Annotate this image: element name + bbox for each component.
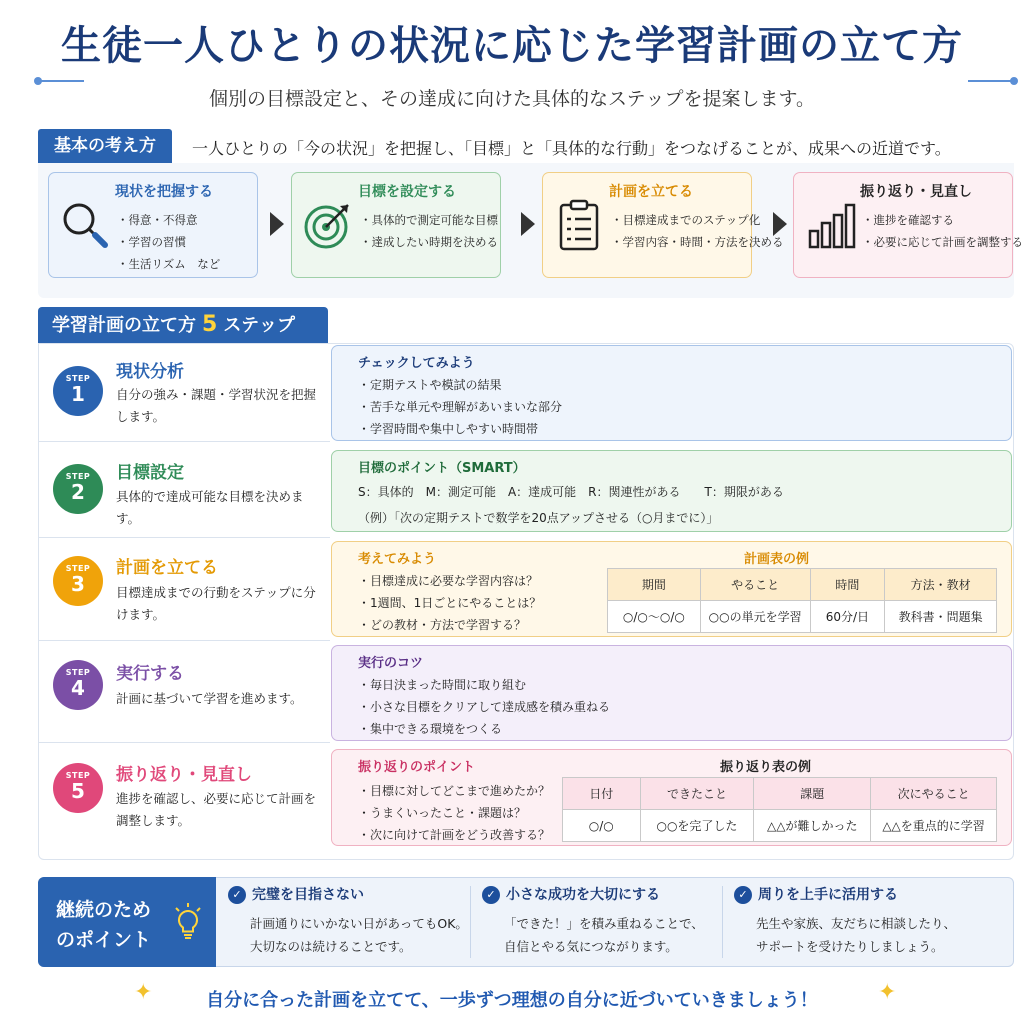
table-header-cell: できたこと (640, 778, 754, 810)
continuation-point-line: 先生や家族、友だちに相談したり、 (756, 916, 957, 931)
step-description: 目標達成までの行動をステップに分けます。 (116, 585, 316, 622)
list-item: ・ 集中できる環境をつくる (358, 718, 610, 740)
step-title: 計画を立てる (116, 558, 218, 578)
table-header-cell: 時間 (810, 569, 885, 601)
smart-definition: S：具体的 M：測定可能 A：達成可能 R：関連性がある T：期限がある (358, 485, 784, 499)
flow-card-make-plan (542, 172, 784, 278)
table-header-cell: 期間 (608, 569, 701, 601)
table-header-cell: 日付 (563, 778, 641, 810)
flow-arrow-icon (521, 212, 535, 236)
review-table (562, 777, 997, 842)
flow-card-title: 現状を把握する (115, 184, 213, 200)
continuation-label-line: のポイント (56, 929, 152, 951)
table-header-row (563, 778, 997, 810)
step-number: 5 (71, 779, 85, 803)
continuation-point-title-row (228, 884, 478, 904)
plan-table (607, 568, 997, 633)
continuation-point-line: サポートを受けたりしましょう。 (756, 939, 944, 954)
continuation-divider (722, 886, 723, 958)
list-item: ・ 得意・不得意 (117, 209, 220, 231)
lightbulb-icon (172, 902, 204, 942)
list-item: ・ 小さな目標をクリアして達成感を積み重ねる (358, 696, 610, 718)
step-detail-box-3 (331, 541, 1012, 637)
magnifier-icon (57, 197, 113, 253)
continuation-point-body (756, 912, 984, 958)
continuation-point (734, 884, 984, 958)
step-description: 自分の強み・課題・学習状況を把握します。 (116, 387, 317, 424)
page-subtitle: 個別の目標設定と、その達成に向けた具体的なステップを提案します。 (208, 88, 816, 110)
flow-card-list (611, 209, 784, 253)
continuation-point-title-row (734, 884, 984, 904)
step-box-list (358, 374, 562, 440)
check-icon: ✓ (228, 886, 246, 904)
table-cell: ○/○〜○/○ (608, 601, 701, 633)
title-divider-left (38, 80, 84, 82)
flow-card-list (862, 209, 1023, 253)
table-header-cell: 方法・教材 (885, 569, 997, 601)
steps-header-number: 5 (202, 312, 218, 337)
list-item: ・ 次に向けて計画をどう改善する？ (358, 824, 550, 846)
title-divider-right (968, 80, 1014, 82)
step-number: 1 (71, 382, 85, 406)
table-cell: ○○を完了した (640, 810, 754, 842)
list-item: ・ 生活リズム など (117, 253, 220, 275)
step-detail-box-1 (331, 345, 1012, 441)
list-item: ・ 達成したい時期を決める (360, 231, 498, 253)
steps-header-suffix: ステップ (223, 315, 295, 336)
continuation-point (228, 884, 478, 958)
bar-chart-icon (802, 197, 858, 253)
page-title: 生徒一人ひとりの状況に応じた学習計画の立て方 (61, 23, 963, 69)
continuation-point-body (504, 912, 732, 958)
continuation-point-title: 完璧を目指さない (252, 887, 364, 903)
flow-card-title: 振り返り・見直し (860, 184, 972, 200)
flow-card-list (117, 209, 220, 275)
step-word: STEP (65, 771, 91, 780)
step-title: 現状分析 (116, 362, 184, 382)
step-number: 4 (71, 676, 85, 700)
list-item: ・ 学習の習慣 (117, 231, 220, 253)
flow-card-review (793, 172, 1023, 278)
table-row (608, 601, 997, 633)
step-badge-1 (53, 366, 103, 416)
flow-card-title: 目標を設定する (358, 184, 456, 200)
continuation-point-line: 大切なのは続けることです。 (250, 939, 412, 954)
step-divider (38, 537, 330, 538)
table-header-row (608, 569, 997, 601)
plan-table-caption: 計画表の例 (744, 552, 810, 567)
table-cell: 教科書・問題集 (885, 601, 997, 633)
continuation-label (56, 895, 166, 955)
step-word: STEP (65, 374, 91, 383)
step-divider (38, 640, 330, 641)
step-description: 計画に基づいて学習を進めます。 (116, 691, 303, 706)
list-item: ・ 学習内容・時間・方法を決める (611, 231, 784, 253)
basic-idea-description: 一人ひとりの「今の状況」を把握し、「目標」と「具体的な行動」をつなげることが、成果への近道です。 (192, 139, 951, 158)
table-cell: ○○の単元を学習 (700, 601, 810, 633)
list-item: ・ 具体的で測定可能な目標 (360, 209, 498, 231)
continuation-label-line: 継続のため (56, 899, 152, 921)
sparkle-icon: ✦ (878, 980, 897, 1005)
table-cell: △△が難しかった (754, 810, 871, 842)
step-box-list (358, 780, 550, 846)
step-divider (38, 742, 330, 743)
step-description: 具体的で達成可能な目標を決めます。 (116, 489, 304, 526)
review-table-caption: 振り返り表の例 (720, 760, 812, 775)
step-badge-2 (53, 464, 103, 514)
table-header-cell: やること (700, 569, 810, 601)
list-item: ・ うまくいったこと・課題は？ (358, 802, 550, 824)
continuation-point-body (250, 912, 478, 958)
step-title: 実行する (116, 664, 184, 684)
flow-card-grasp-status (48, 172, 258, 278)
flow-card-list (360, 209, 498, 253)
footer-message: 自分に合った計画を立てて、一歩ずつ理想の自分に近づいていきましょう！ (206, 990, 818, 1011)
step-title: 目標設定 (116, 463, 184, 483)
step-word: STEP (65, 668, 91, 677)
continuation-point-line: 自信とやる気につながります。 (504, 939, 678, 954)
step-badge-4 (53, 660, 103, 710)
step-number: 2 (71, 480, 85, 504)
step-word: STEP (65, 564, 91, 573)
step-detail-box-4 (331, 645, 1012, 741)
step-box-title: 考えてみよう (358, 552, 437, 567)
step-detail-box-2 (331, 450, 1012, 532)
check-icon: ✓ (734, 886, 752, 904)
clipboard-icon (551, 197, 607, 253)
step-description: 進捗を確認し、必要に応じて計画を調整します。 (116, 791, 317, 828)
step-number: 3 (71, 572, 85, 596)
step-box-list (358, 674, 610, 740)
list-item: ・ 毎日決まった時間に取り組む (358, 674, 610, 696)
list-item: ・ 学習時間や集中しやすい時間帯 (358, 418, 562, 440)
continuation-divider (470, 886, 471, 958)
step-word: STEP (65, 472, 91, 481)
steps-header-prefix: 学習計画の立て方 (52, 315, 196, 336)
flow-card-title: 計画を立てる (609, 184, 693, 200)
step-badge-5 (53, 763, 103, 813)
table-cell: ○/○ (563, 810, 641, 842)
list-item: ・ 目標に対してどこまで進めたか？ (358, 780, 550, 802)
continuation-point-line: 「できた！」を積み重ねることで、 (504, 916, 704, 931)
basic-idea-label: 基本の考え方 (38, 129, 172, 163)
step-title: 振り返り・見直し (116, 765, 252, 785)
list-item: ・ どの教材・方法で学習する？ (358, 614, 541, 636)
sparkle-icon: ✦ (134, 980, 153, 1005)
continuation-point-title: 周りを上手に活用する (758, 887, 898, 903)
flow-arrow-icon (773, 212, 787, 236)
table-cell: △△を重点的に学習 (871, 810, 997, 842)
flow-arrow-icon (270, 212, 284, 236)
continuation-point-title: 小さな成功を大切にする (506, 887, 660, 903)
list-item: ・ 目標達成に必要な学習内容は？ (358, 570, 541, 592)
continuation-point-title-row (482, 884, 732, 904)
list-item: ・ 目標達成までのステップ化 (611, 209, 784, 231)
step-box-title: 実行のコツ (358, 656, 424, 671)
continuation-point-line: 計画通りにいかない日があってもOK。 (250, 916, 468, 931)
target-icon (300, 197, 356, 253)
list-item: ・ 1週間、1日ごとにやることは？ (358, 592, 541, 614)
continuation-point (482, 884, 732, 958)
list-item: ・ 苦手な単元や理解があいまいな部分 (358, 396, 562, 418)
list-item: ・ 進捗を確認する (862, 209, 1023, 231)
check-icon: ✓ (482, 886, 500, 904)
table-row (563, 810, 997, 842)
table-header-cell: 次にやること (871, 778, 997, 810)
step-detail-box-5 (331, 749, 1012, 846)
table-cell: 60分/日 (810, 601, 885, 633)
goal-example: （例）「次の定期テストで数学を20点アップさせる（○月までに）」 (358, 511, 719, 525)
flow-card-set-goal (291, 172, 501, 278)
step-badge-3 (53, 556, 103, 606)
table-header-cell: 課題 (754, 778, 871, 810)
step-divider (38, 441, 330, 442)
step-box-title: 振り返りのポイント (358, 760, 476, 775)
step-box-title: チェックしてみよう (358, 356, 475, 371)
step-box-title: 目標のポイント（SMART） (358, 461, 526, 476)
steps-header (38, 307, 328, 343)
list-item: ・ 必要に応じて計画を調整する (862, 231, 1023, 253)
step-box-list (358, 570, 541, 636)
list-item: ・ 定期テストや模試の結果 (358, 374, 562, 396)
